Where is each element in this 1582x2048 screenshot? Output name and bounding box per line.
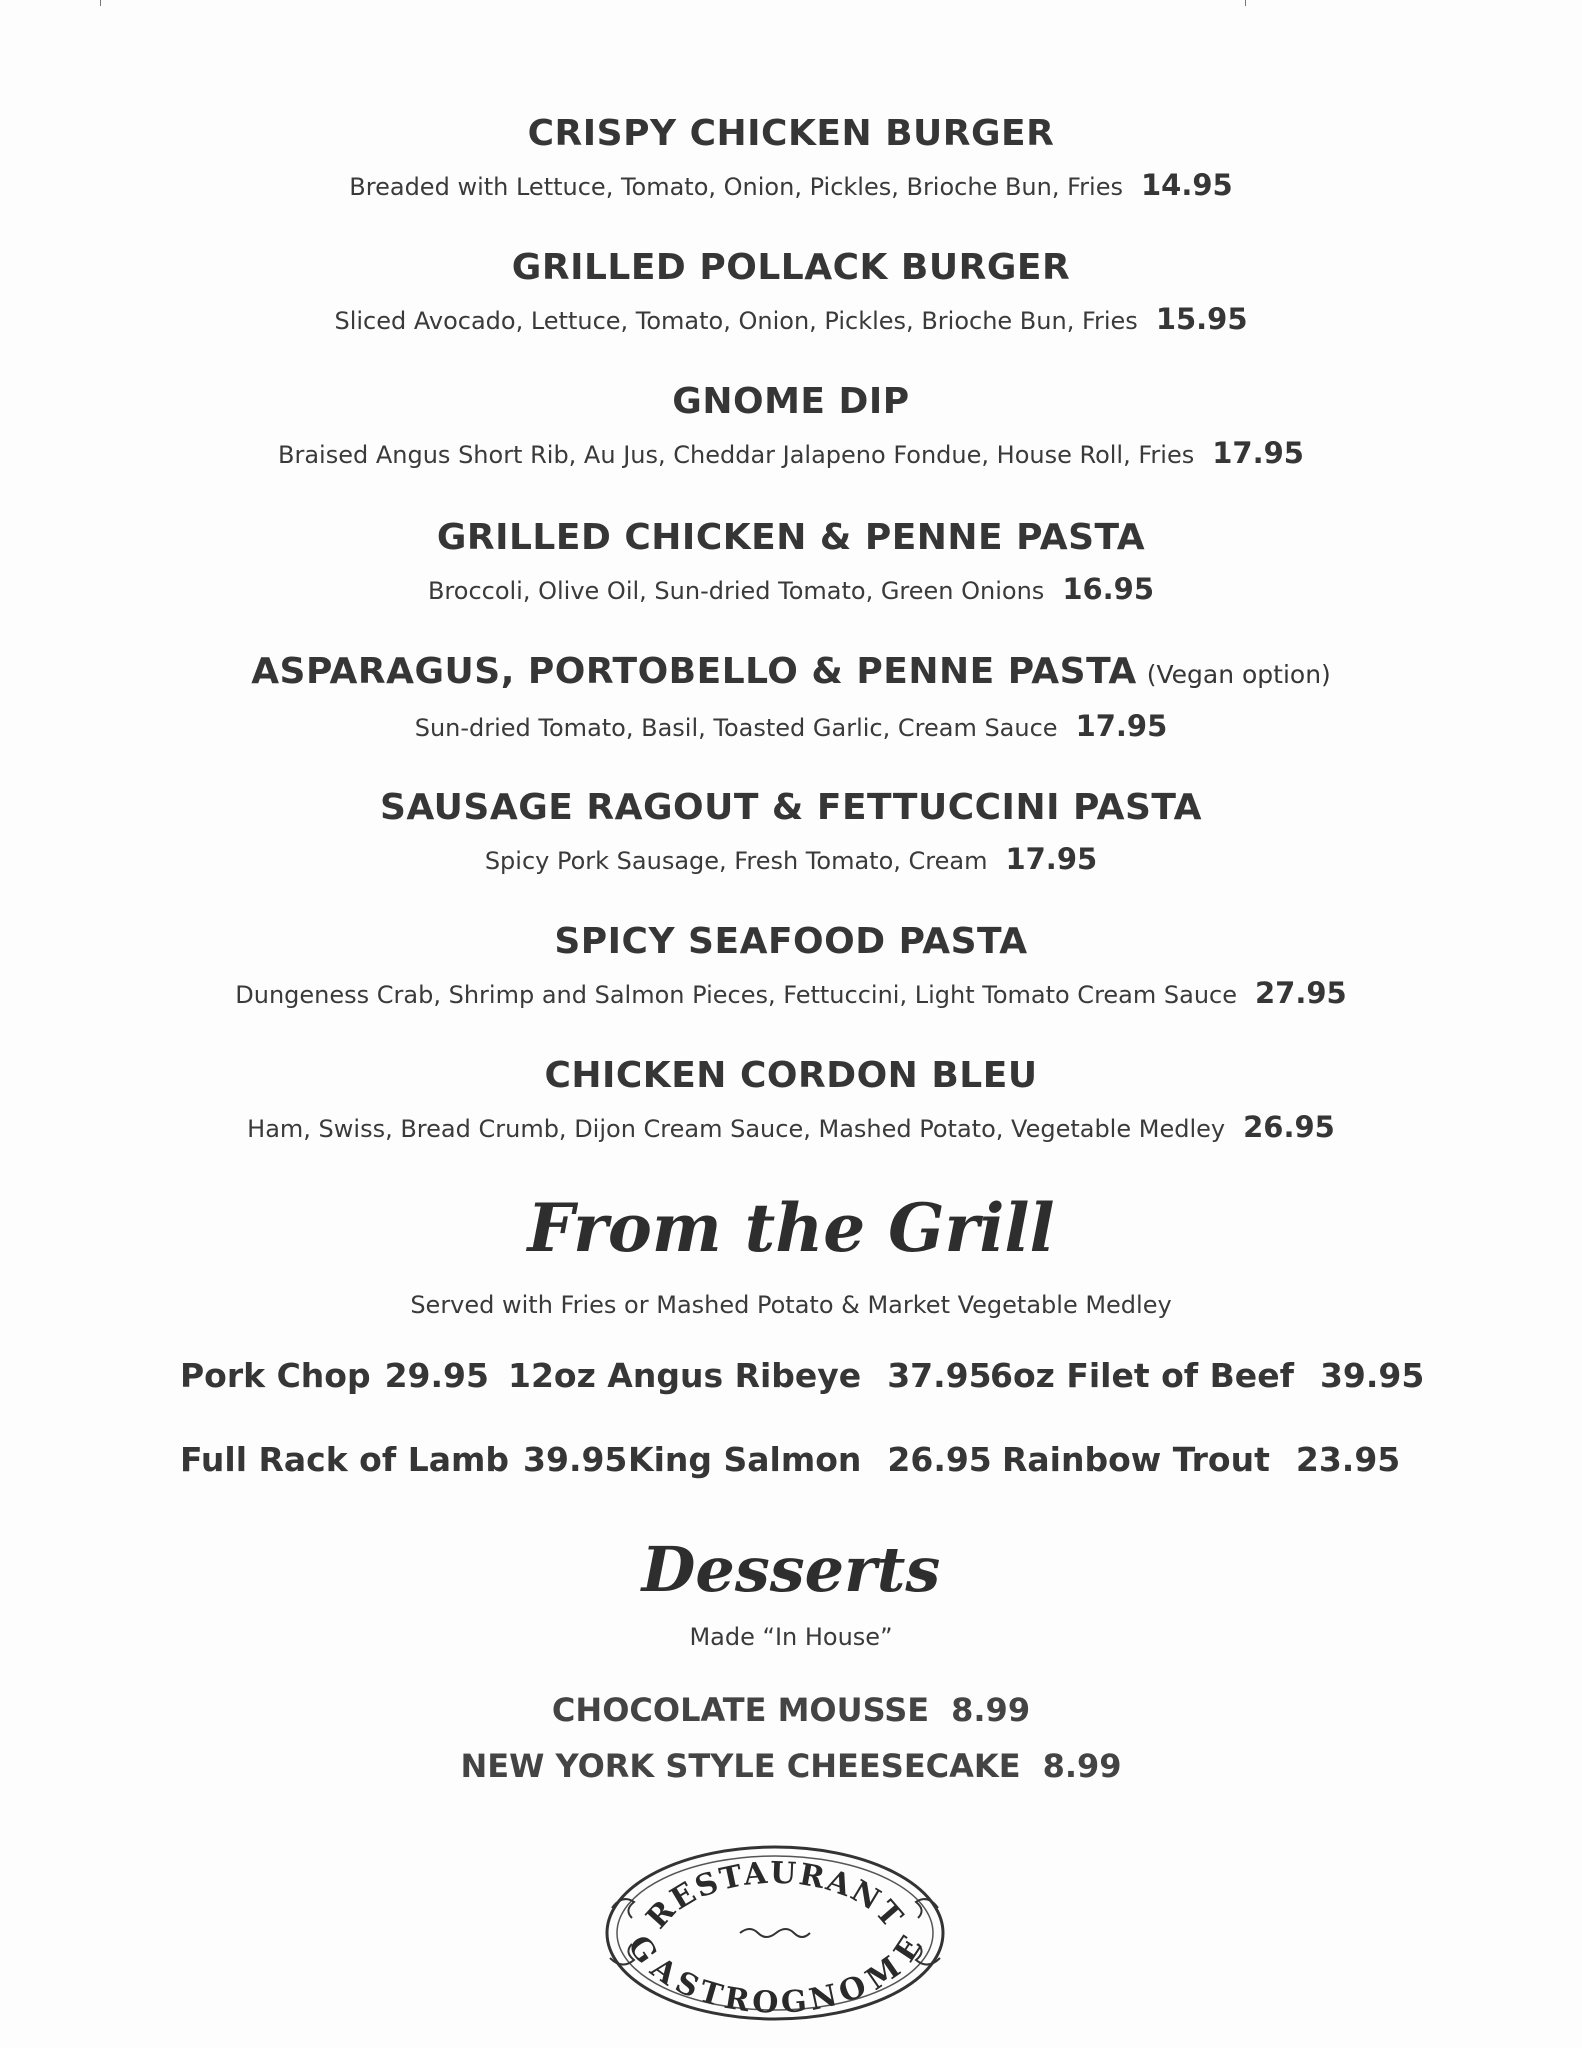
vegan-note: (Vegan option) [1146, 660, 1331, 689]
menu-item [0, 650, 1582, 745]
item-title: SPICY SEAFOOD PASTA [554, 921, 1028, 962]
dessert-name: CHOCOLATE MOUSSE [551, 1691, 930, 1729]
dessert-price: 8.99 [951, 1691, 1031, 1729]
item-title: SAUSAGE RAGOUT & FETTUCCINI PASTA [380, 787, 1202, 828]
menu-item [0, 112, 1582, 204]
item-title [0, 650, 1582, 697]
item-ingredients: Spicy Pork Sausage, Fresh Tomato, Cream [484, 847, 988, 875]
grill-item-name: Full Rack of Lamb [180, 1440, 510, 1479]
menu-item [0, 380, 1582, 472]
item-title: GRILLED CHICKEN & PENNE PASTA [436, 517, 1146, 558]
item-ingredients: Braised Angus Short Rib, Au Jus, Cheddar Jalapeno Fondue, House Roll, Fries [278, 441, 1195, 469]
item-price: 16.95 [1062, 572, 1155, 606]
menu-item [0, 920, 1582, 1012]
item-price: 14.95 [1140, 168, 1233, 202]
item-description [0, 168, 1582, 204]
item-title: CRISPY CHICKEN BURGER [527, 113, 1055, 154]
grill-item-price: 29.95 [384, 1356, 489, 1395]
grill-row [180, 1356, 1425, 1408]
item-description [0, 572, 1582, 608]
logo-top-text: RESTAURANT [639, 1855, 911, 1936]
item-price: 26.95 [1243, 1110, 1335, 1144]
grill-item-price: 23.95 [1295, 1440, 1401, 1479]
item-title: GRILLED POLLACK BURGER [511, 247, 1071, 288]
item-ingredients: Breaded with Lettuce, Tomato, Onion, Pickles, Brioche Bun, Fries [349, 173, 1123, 201]
item-price: 17.95 [1075, 709, 1168, 743]
grill-item [628, 1440, 992, 1479]
item-description [0, 842, 1582, 878]
item-description [0, 436, 1582, 472]
desserts-heading: Desserts [641, 1533, 941, 1606]
dessert-name: NEW YORK STYLE CHEESECAKE [460, 1747, 1021, 1785]
grill-item-price: 37.95 [887, 1356, 992, 1395]
grill-item-name: Pork Chop [180, 1356, 371, 1395]
menu-item [0, 246, 1582, 338]
item-title: GNOME DIP [672, 381, 910, 422]
desserts-subtitle: Made “In House” [689, 1623, 893, 1651]
item-description [0, 1110, 1582, 1146]
item-price: 27.95 [1255, 976, 1347, 1010]
grill-item [180, 1356, 489, 1395]
scan-mark [100, 0, 101, 6]
grill-item-price: 39.95 [523, 1440, 628, 1479]
dessert-item [0, 1744, 1582, 1788]
grill-item-name: Rainbow Trout [1002, 1440, 1270, 1479]
item-description [0, 976, 1582, 1012]
item-ingredients: Broccoli, Olive Oil, Sun-dried Tomato, Green Onions [427, 577, 1045, 605]
grill-item-price: 39.95 [1319, 1356, 1425, 1395]
logo-bottom-text: GASTROGNOME [620, 1929, 930, 2021]
dessert-price: 8.99 [1042, 1747, 1122, 1785]
item-title-text: ASPARAGUS, PORTOBELLO & PENNE PASTA [251, 651, 1137, 692]
item-ingredients: Sliced Avocado, Lettuce, Tomato, Onion, Pickles, Brioche Bun, Fries [334, 307, 1138, 335]
grill-item-price: 26.95 [887, 1440, 992, 1479]
item-price: 15.95 [1155, 302, 1248, 336]
restaurant-logo [590, 1838, 960, 2028]
grill-item [180, 1440, 627, 1479]
grill-item-name: 6oz Filet of Beef [990, 1356, 1294, 1395]
item-title: CHICKEN CORDON BLEU [544, 1055, 1038, 1096]
item-description [0, 302, 1582, 338]
menu-item [0, 1054, 1582, 1146]
grill-heading: From the Grill [527, 1189, 1055, 1267]
grill-subtitle: Served with Fries or Mashed Potato & Market Vegetable Medley [410, 1291, 1172, 1319]
scan-mark [1245, 0, 1246, 6]
item-ingredients: Sun-dried Tomato, Basil, Toasted Garlic, Cream Sauce [414, 714, 1058, 742]
grill-item [508, 1356, 992, 1395]
item-price: 17.95 [1005, 842, 1098, 876]
item-price: 17.95 [1212, 436, 1304, 470]
dessert-item [0, 1688, 1582, 1732]
grill-item [990, 1356, 1424, 1395]
grill-item [1002, 1440, 1400, 1479]
grill-item-name: King Salmon [628, 1440, 862, 1479]
menu-item [0, 516, 1582, 608]
item-ingredients: Dungeness Crab, Shrimp and Salmon Pieces, Fettuccini, Light Tomato Cream Sauce [235, 981, 1237, 1009]
logo-emblem [590, 1838, 960, 2028]
item-ingredients: Ham, Swiss, Bread Crumb, Dijon Cream Sauce, Mashed Potato, Vegetable Medley [247, 1115, 1226, 1143]
grill-row [180, 1440, 1420, 1492]
menu-item [0, 786, 1582, 878]
item-description [0, 709, 1582, 745]
grill-item-name: 12oz Angus Ribeye [508, 1356, 862, 1395]
center-flourish [740, 1929, 810, 1937]
